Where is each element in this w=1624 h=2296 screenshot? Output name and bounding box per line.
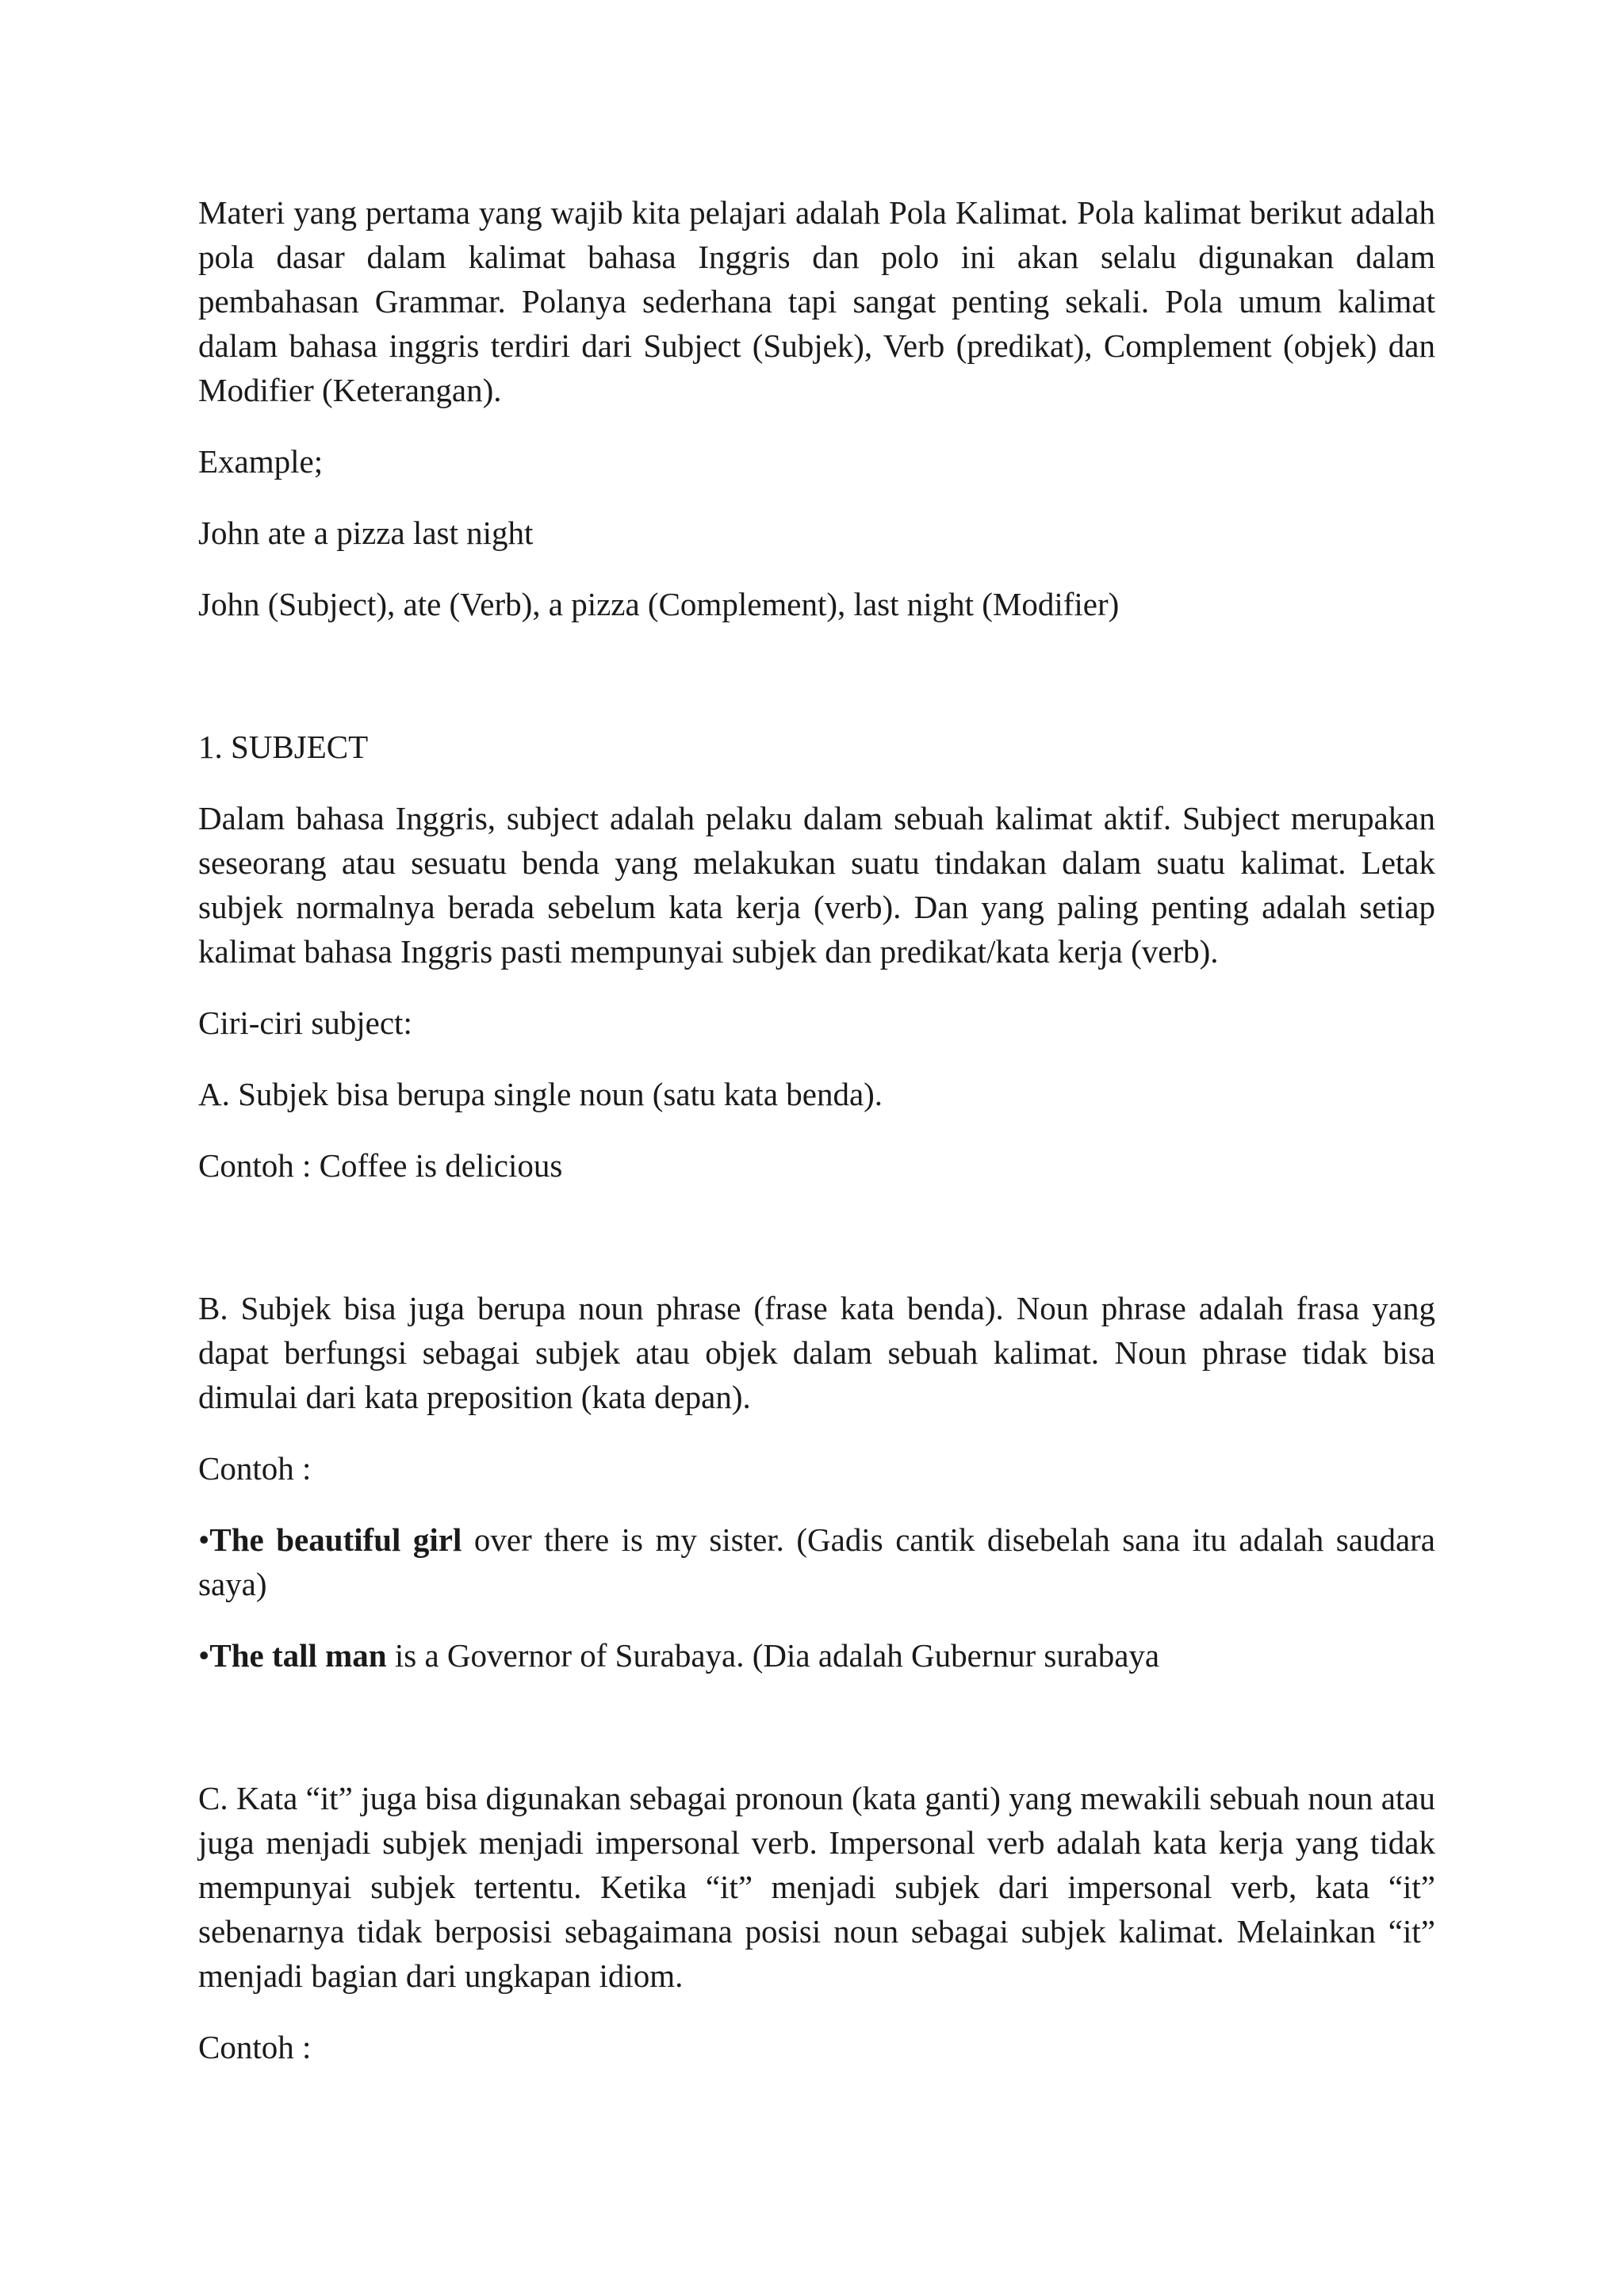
example-sentence: John ate a pizza last night xyxy=(198,515,534,551)
subject-definition-paragraph: Dalam bahasa Inggris, subject adalah pelaku dalam sebuah kalimat aktif. Subject merupakan seseorang atau sesuatu benda yang melakukan suatu tindakan dalam suatu kalimat. Letak subjek normalnya berada sebelum kata kerja (verb). Dan yang paling penting adalah setiap kalimat bahasa Inggris pasti mempunyai subjek dan predikat/kata kerja (verb). xyxy=(198,800,1435,970)
document-body xyxy=(198,190,1435,2096)
intro-paragraph: Materi yang pertama yang wajib kita pelajari adalah Pola Kalimat. Pola kalimat berikut adalah pola dasar dalam kalimat bahasa Inggris dan polo ini akan selalu digunakan dalam pembahasan Grammar. Polanya sederhana tapi sangat penting sekali. Pola umum kalimat dalam bahasa inggris terdiri dari Subject (Subjek), Verb (predikat), Complement (objek) dan Modifier (Keterangan). xyxy=(198,194,1435,408)
point-c: C. Kata “it” juga bisa digunakan sebagai pronoun (kata ganti) yang mewakili sebuah noun atau juga menjadi subjek menjadi impersonal verb. Impersonal verb adalah kata kerja yang tidak mempunyai subjek tertentu. Ketika “it” menjadi subjek dari impersonal verb, kata “it” sebenarnya tidak berposisi sebagaimana posisi noun sebagai subjek kalimat. Melainkan “it” menjadi bagian dari ungkapan idiom. xyxy=(198,1780,1435,1994)
traits-label: Ciri-ciri subject: xyxy=(198,1004,412,1041)
point-b: B. Subjek bisa juga berupa noun phrase (frase kata benda). Noun phrase adalah frasa yang dapat berfungsi sebagai subjek atau objek dalam sebuah kalimat. Noun phrase tidak bisa dimulai dari kata preposition (kata depan). xyxy=(198,1290,1435,1415)
bullet-rest-text: is a Governor of Surabaya. (Dia adalah Gubernur surabaya xyxy=(386,1637,1160,1674)
bullet-marker: • xyxy=(198,1521,210,1558)
bullet-item xyxy=(198,1517,1435,1606)
bullet-item xyxy=(198,1633,1435,1678)
spacer xyxy=(198,1215,1435,1286)
spacer xyxy=(198,653,1435,725)
bullet-bold-subject: The beautiful girl xyxy=(209,1521,462,1558)
point-b-example-label: Contoh : xyxy=(198,1450,312,1487)
point-c-example-label: Contoh : xyxy=(198,2029,312,2065)
point-a-example: Contoh : Coffee is delicious xyxy=(198,1147,563,1184)
example-label: Example; xyxy=(198,443,324,480)
point-a: A. Subjek bisa berupa single noun (satu kata benda). xyxy=(198,1076,883,1112)
bullet-bold-subject: The tall man xyxy=(209,1637,387,1674)
spacer xyxy=(198,1705,1435,1776)
bullet-marker: • xyxy=(198,1637,210,1674)
example-breakdown: John (Subject), ate (Verb), a pizza (Complement), last night (Modifier) xyxy=(198,586,1120,622)
section-heading-subject: 1. SUBJECT xyxy=(198,729,369,765)
bullet-rest-text: over there is my sister. (Gadis cantik disebelah sana itu adalah saudara saya) xyxy=(198,1521,1435,1602)
